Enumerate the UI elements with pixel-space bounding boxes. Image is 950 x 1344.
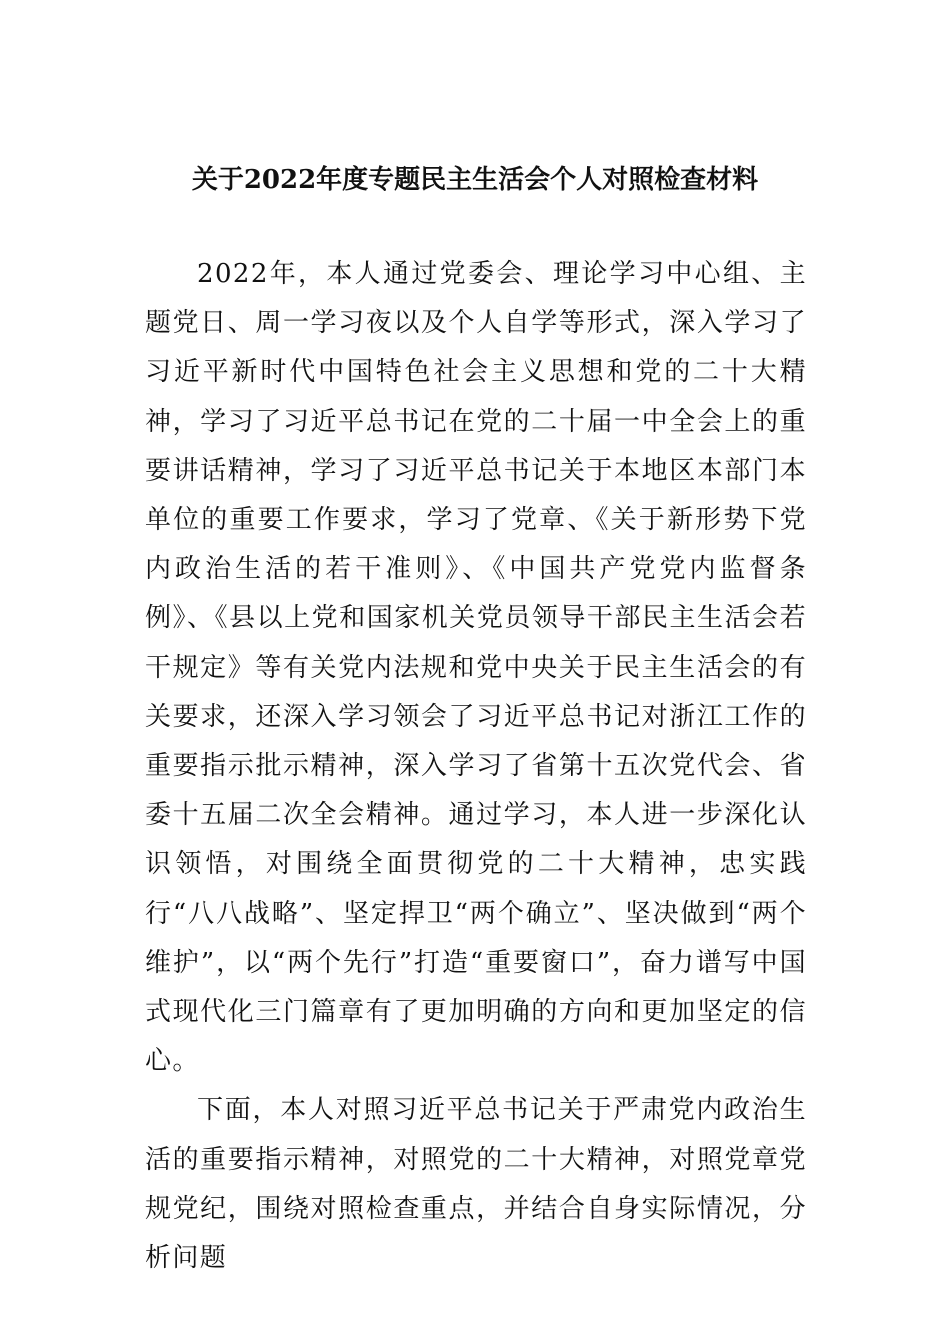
paragraph-study-summary: 2022年，本人通过党委会、理论学习中心组、主题党日、周一学习夜以及个人自学等形式，深入学习了习近平新时代中国特色社会主义思想和党的二十大精神，学习了习近平总书记在党的二十届一中全会上的重要讲话精神，学习了习近平总书记关于本地区本部门本单位的重要工作要求，学习了党章、《关于新形势下党内政治生活的若干准则》、《中国共产党党内监督条例》、《县以上党和国家机关党员领导干部民主生活会若干规定》等有关党内法规和党中央关于民主生活会的有关要求，还深入学习领会了习近平总书记对浙江工作的重要指示批示精神，深入学习了省第十五次党代会、省委十五届二次全会精神。通过学习，本人进一步深化认识领悟，对围绕全面贯彻党的二十大精神，忠实践行“八八战略”、坚定捍卫“两个确立”、坚决做到“两个维护”，以“两个先行”打造“重要窗口”，奋力谱写中国式现代化三门篇章有了更加明确的方向和更加坚定的信心。	[145, 259, 807, 1077]
document-body	[145, 250, 807, 1283]
paragraph-self-examination: 下面，本人对照习近平总书记关于严肃党内政治生活的重要指示精神，对照党的二十大精神，对照党章党规党纪，围绕对照检查重点，并结合自身实际情况，分析问题	[145, 1095, 807, 1274]
document-title: 关于2022年度专题民主生活会个人对照检查材料	[191, 165, 759, 195]
